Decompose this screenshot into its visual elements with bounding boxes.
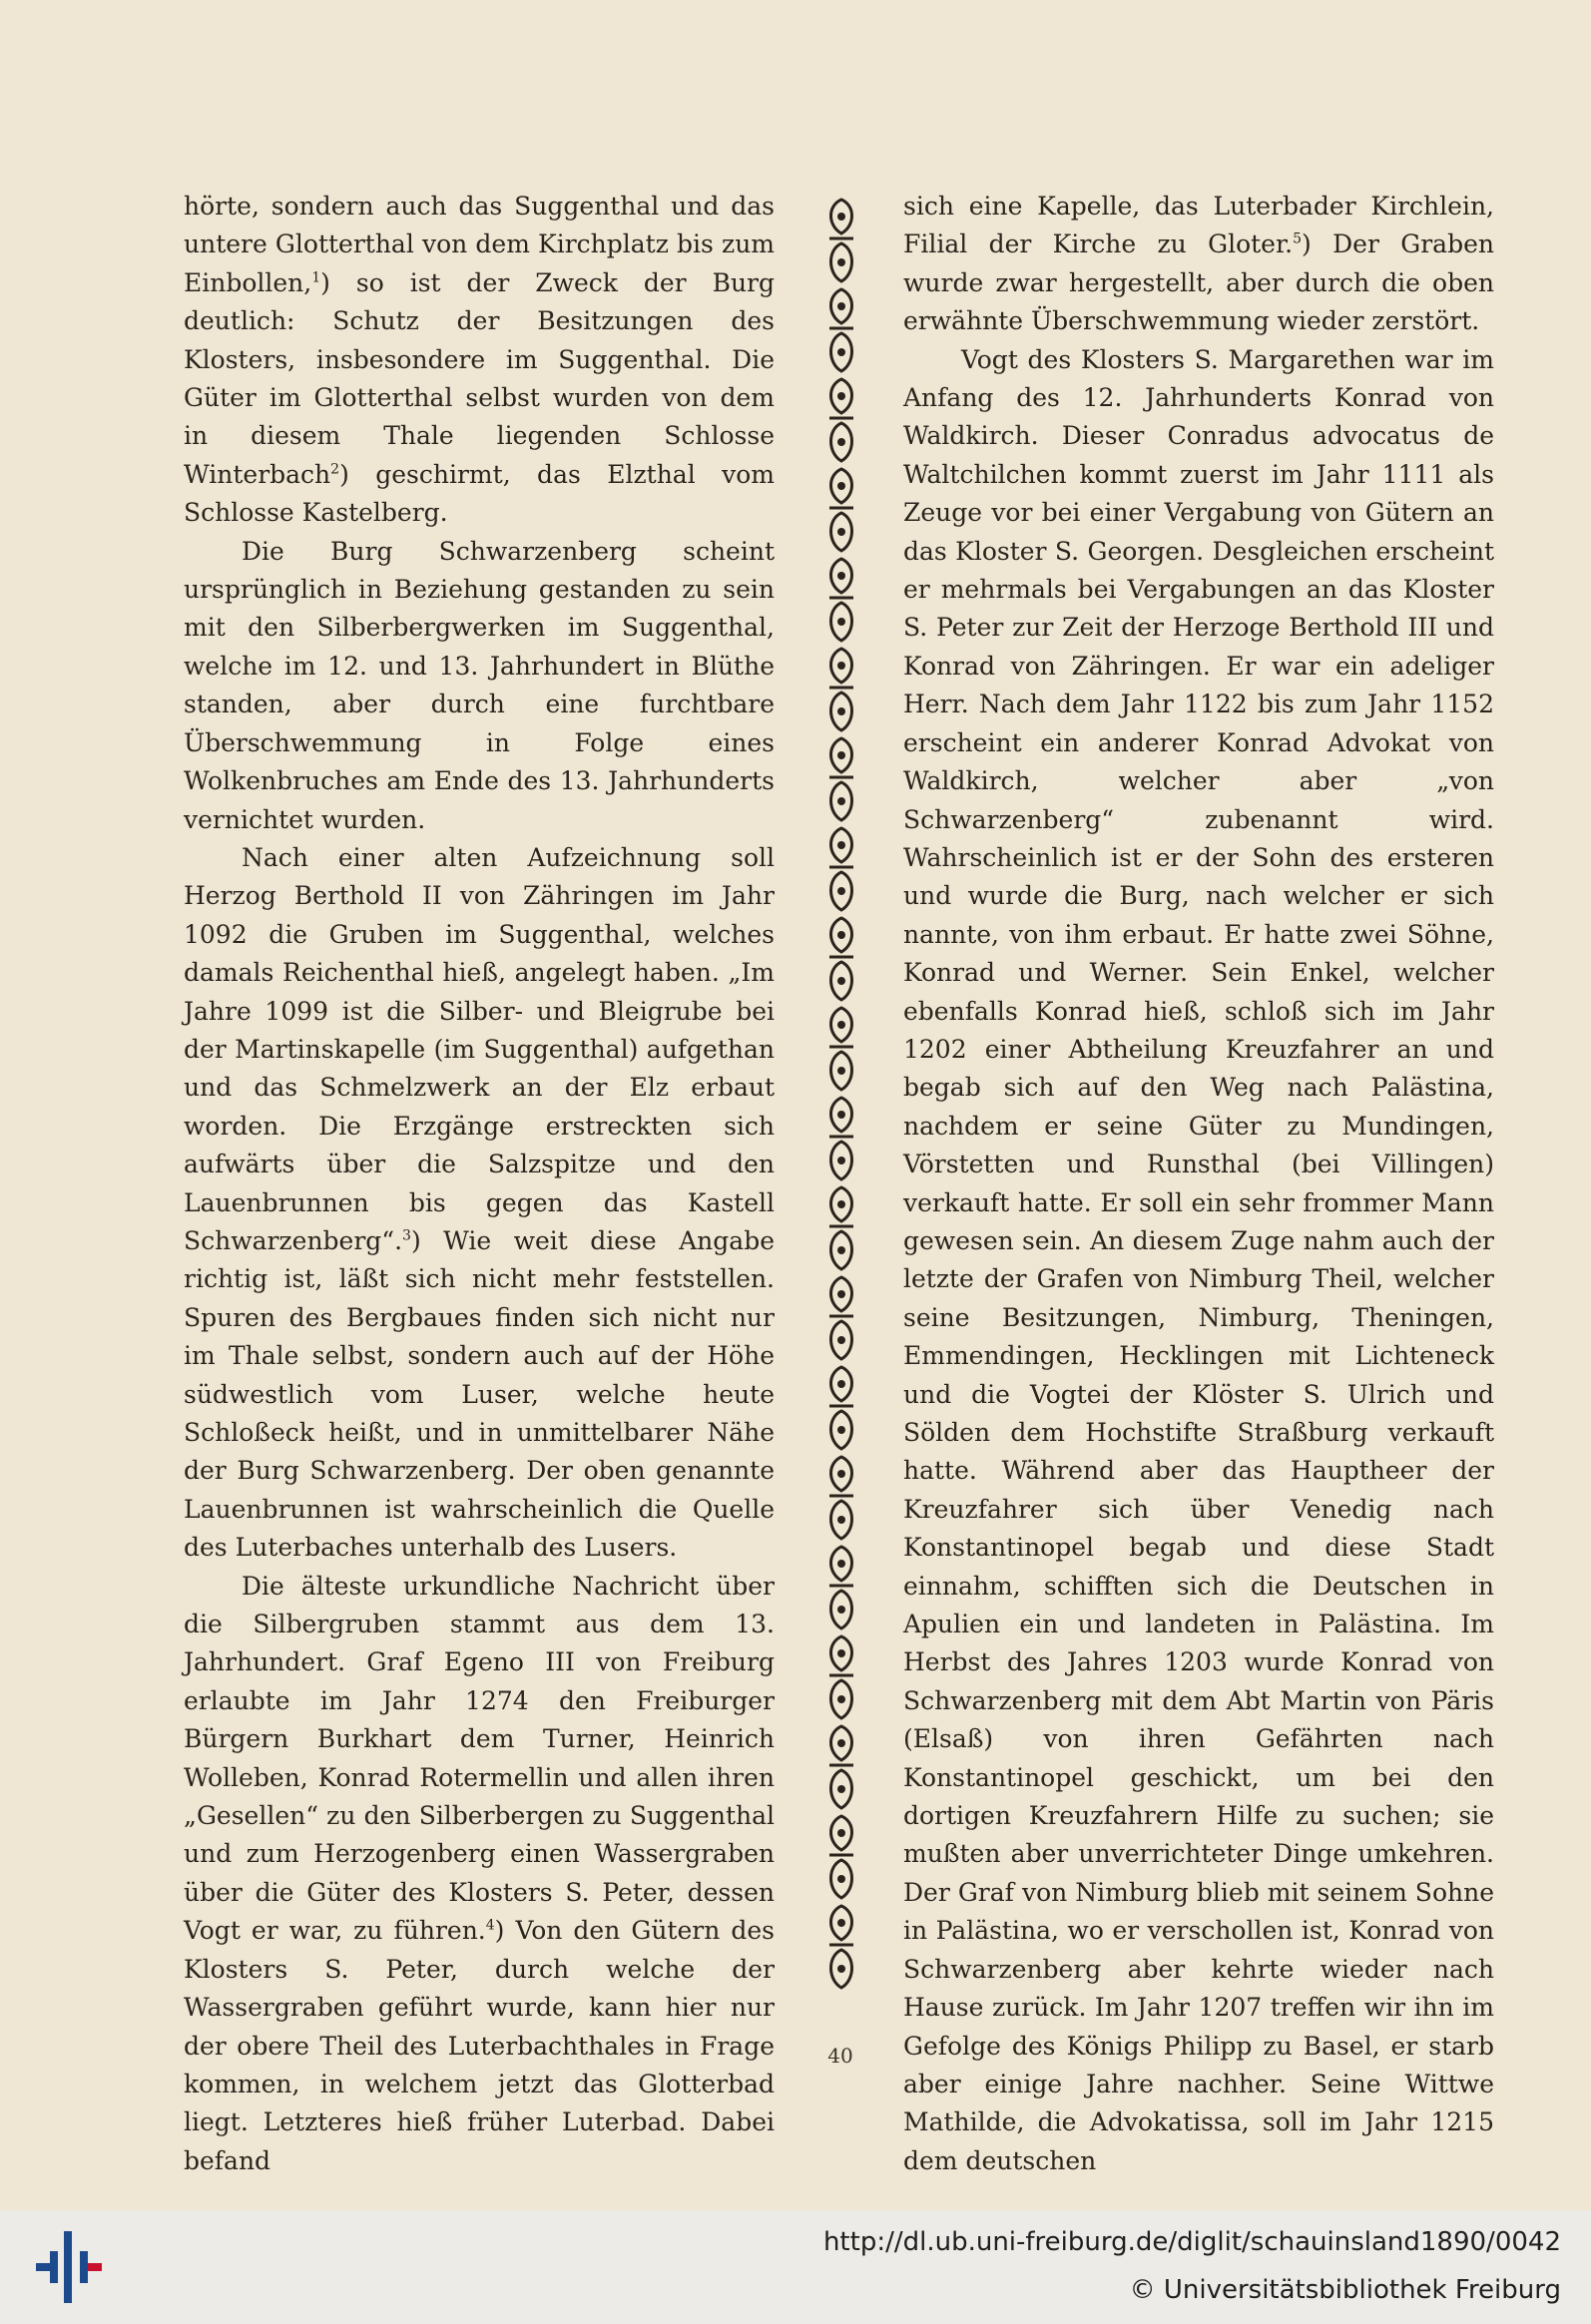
right-paragraph-1: sich eine Kapelle, das Luterbader Kirchlein, Filial der Kirche zu Gloter.$^5$) Der Graben wurde zwar hergestellt, aber durch die oben erwähnte Überschwemmung wieder zerstört.	[903, 192, 1494, 336]
right-column	[903, 188, 1494, 2180]
page-number: 40	[827, 2044, 853, 2068]
left-paragraph-1: hörte, sondern auch das Suggenthal und das untere Glotterthal von dem Kirchplatz bis zum Einbollen,$^1$) so ist der Zweck der Burg deutlich: Schutz der Besitzungen des Klosters, insbesondere im Suggenthal. Die Güter im Glotterthal selbst wurden von dem in diesem Thale liegenden Schlosse Winterbach$^2$) geschirmt, das Elzthal vom Schlosse Kastelberg.	[184, 192, 775, 528]
ornamental-border	[821, 196, 861, 1992]
left-column	[184, 188, 775, 2180]
footer-copyright: © Universitätsbibliothek Freiburg	[1129, 2275, 1561, 2305]
footer-url-link[interactable]: http://dl.ub.uni-freiburg.de/diglit/schauinsland1890/0042	[822, 2227, 1561, 2257]
left-paragraph-3: Nach einer alten Aufzeichnung soll Herzog Berthold II von Zähringen im Jahr 1092 die Gruben im Suggenthal, welches damals Reichenthal hieß, angelegt haben. „Im Jahre 1099 ist die Silber- und Bleigrube bei der Martinskapelle (im Suggenthal) aufgethan und das Schmelzwerk an der Elz erbaut worden. Die Erzgänge erstreckten sich aufwärts über die Salzspitze und den Lauenbrunnen bis gegen das Kastell Schwarzenberg“.$^3$) Wie weit diese Angabe richtig ist, läßt sich nicht mehr feststellen. Spuren des Bergbaues finden sich nicht nur im Thale selbst, sondern auch auf der Höhe südwestlich vom Luser, welche heute Schloßeck heißt, und in unmittelbarer Nähe der Burg Schwarzenberg. Der oben genannte Lauenbrunnen ist wahrscheinlich die Quelle des Luterbaches unterhalb des Lusers.	[184, 842, 775, 1563]
ub-freiburg-logo-icon[interactable]	[34, 2227, 104, 2307]
left-paragraph-4: Die älteste urkundliche Nachricht über die Silbergruben stammt aus dem 13. Jahrhundert. Graf Egeno III von Freiburg erlaubte im Jahr 1274 den Freiburger Bürgern Burkhart dem Turner, Heinrich Wolleben, Konrad Rotermellin und allen ihren „Gesellen“ zu den Silberbergen zu Suggenthal und zum Herzogenberg einen Wassergraben über die Güter des Klosters S. Peter, dessen Vogt er war, zu führen.$^4$) Von den Gütern des Klosters S. Peter, durch welche der Wassergraben geführt wurde, kann hier nur der obere Theil des Luterbachthales in Frage kommen, in welchem jetzt das Glotterbad liegt. Letzteres hieß früher Luterbad. Dabei befand	[184, 1571, 775, 2175]
right-paragraph-2: Vogt des Klosters S. Margarethen war im Anfang des 12. Jahrhunderts Konrad von Waldkirch. Dieser Conradus advocatus de Waltchilchen kommt zuerst im Jahr 1111 als Zeuge vor bei einer Vergabung von Gütern an das Kloster S. Georgen. Desgleichen erscheint er mehrmals bei Vergabungen an das Kloster S. Peter zur Zeit der Herzoge Berthold III und Konrad von Zähringen. Er war ein adeliger Herr. Nach dem Jahr 1122 bis zum Jahr 1152 erscheint ein anderer Konrad Advokat von Waldkirch, welcher aber „von Schwarzenberg“ zubenannt wird. Wahrscheinlich ist er der Sohn des ersteren und wurde die Burg, nach welcher er sich nannte, von ihm erbaut. Er hatte zwei Söhne, Konrad und Werner. Sein Enkel, welcher ebenfalls Konrad hieß, schloß sich im Jahr 1202 einer Abtheilung Kreuzfahrer an und begab sich auf den Weg nach Palästina, nachdem er seine Güter zu Mundingen, Vörstetten und Runsthal (bei Villingen) verkauft hatte. Er soll ein sehr frommer Mann gewesen sein. An diesem Zuge nahm auch der letzte der Grafen von Nimburg Theil, welcher seine Besitzungen, Nimburg, Theningen, Emmendingen, Hecklingen mit Lichteneck und die Vogtei der Klöster S. Ulrich und Sölden dem Hochstifte Straßburg verkauft hatte. Während aber das Hauptheer der Kreuzfahrer sich über Venedig nach Konstantinopel begab und diese Stadt einnahm, schifften sich die Deutschen in Apulien ein und landeten in Palästina. Im Herbst des Jahres 1203 wurde Konrad von Schwarzenberg mit dem Abt Martin von Päris (Elsaß) von ihren Gefährten nach Konstantinopel geschickt, um bei den dortigen Kreuzfahrern Hilfe zu suchen; sie mußten aber unverrichteter Dinge umkehren. Der Graf von Nimburg blieb mit seinem Sohne in Palästina, wo er verschollen ist, Konrad von Schwarzenberg aber kehrte wieder nach Hause zurück. Im Jahr 1207 treffen wir ihn im Gefolge des Königs Philipp zu Basel, er starb aber einige Jahre nachher. Seine Wittwe Mathilde, die Advokatissa, soll im Jahr 1215 dem deutschen	[903, 344, 1494, 2175]
left-paragraph-2: Die Burg Schwarzenberg scheint ursprünglich in Beziehung gestanden zu sein mit den Silberbergwerken im Suggenthal, welche im 12. und 13. Jahrhundert in Blüthe standen, aber durch eine furchtbare Überschwemmung in Folge eines Wolkenbruches am Ende des 13. Jahrhunderts vernichtet wurden.	[184, 536, 775, 834]
